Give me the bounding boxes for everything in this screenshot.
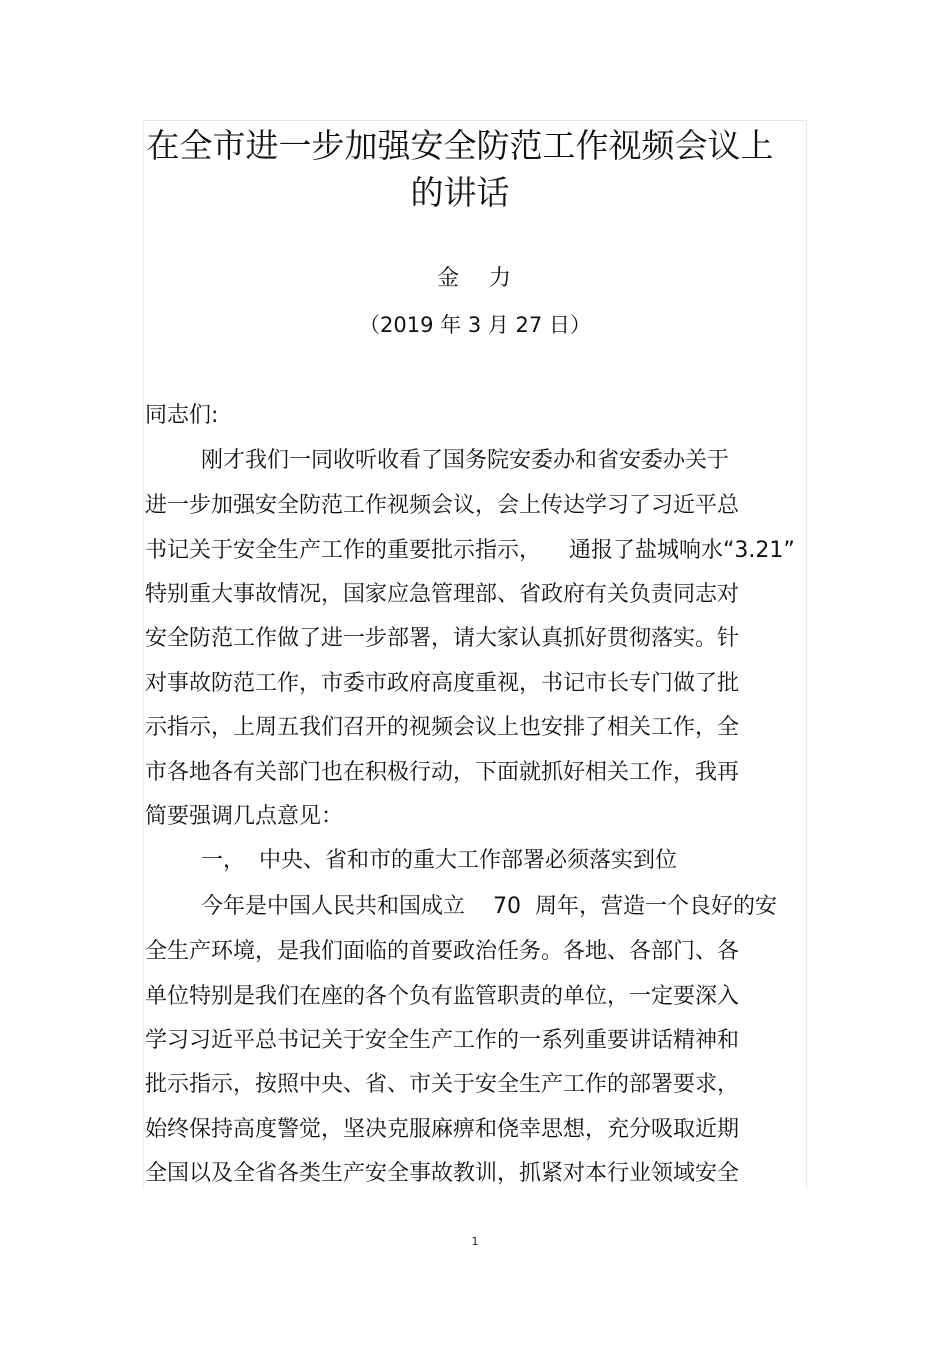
body-line: 简要强调几点意见：	[145, 804, 344, 829]
body-line: 学习习近平总书记关于安全生产工作的一系列重要讲话精神和	[145, 1028, 740, 1053]
page-number: 1	[471, 1235, 479, 1248]
speech-date: （2019 年 3 月 27 日）	[359, 313, 591, 337]
salutation: 同志们:	[145, 403, 219, 428]
body-line: 全国以及全省各类生产安全事故教训，抓紧对本行业领域安全	[145, 1161, 740, 1186]
document-title	[140, 122, 780, 216]
body-line: 对事故防范工作，市委市政府高度重视，书记市长专门做了批	[145, 671, 740, 696]
body-line: 批示指示，按照中央、省、市关于安全生产工作的部署要求，	[145, 1072, 740, 1097]
body-line: 刚才我们一同收听收看了国务院安委办和省安委办关于	[201, 448, 730, 473]
body-line: 进一步加强安全防范工作视频会议，会上传达学习了习近平总	[145, 493, 740, 518]
body-line: 今年是中国人民共和国成立 70 周年，营造一个良好的安	[201, 894, 777, 919]
section-heading: 一， 中央、省和市的重大工作部署必须落实到位	[201, 848, 677, 873]
body-line: 单位特别是我们在座的各个负有监管职责的单位，一定要深入	[145, 984, 740, 1009]
author-name: 金力	[436, 266, 541, 291]
body-line: 安全防范工作做了进一步部署，请大家认真抓好贯彻落实。针	[145, 626, 740, 651]
body-line: 始终保持高度警觉，坚决克服麻痹和侥幸思想，充分吸取近期	[145, 1117, 740, 1142]
body-line: 示指示，上周五我们召开的视频会议上也安排了相关工作，全	[145, 715, 740, 740]
body-line: 特别重大事故情况，国家应急管理部、省政府有关负责同志对	[145, 582, 740, 607]
body-line: 书记关于安全生产工作的重要批示指示， 通报了盐城响水“3.21”	[145, 538, 795, 563]
title-line-1: 在全市进一步加强安全防范工作视频会议上	[146, 126, 774, 165]
body-line: 全生产环境，是我们面临的首要政治任务。各地、各部门、各	[145, 939, 740, 964]
body-line: 市各地各有关部门也在积极行动，下面就抓好相关工作，我再	[145, 760, 740, 785]
title-line-2: 的讲话	[410, 173, 510, 212]
